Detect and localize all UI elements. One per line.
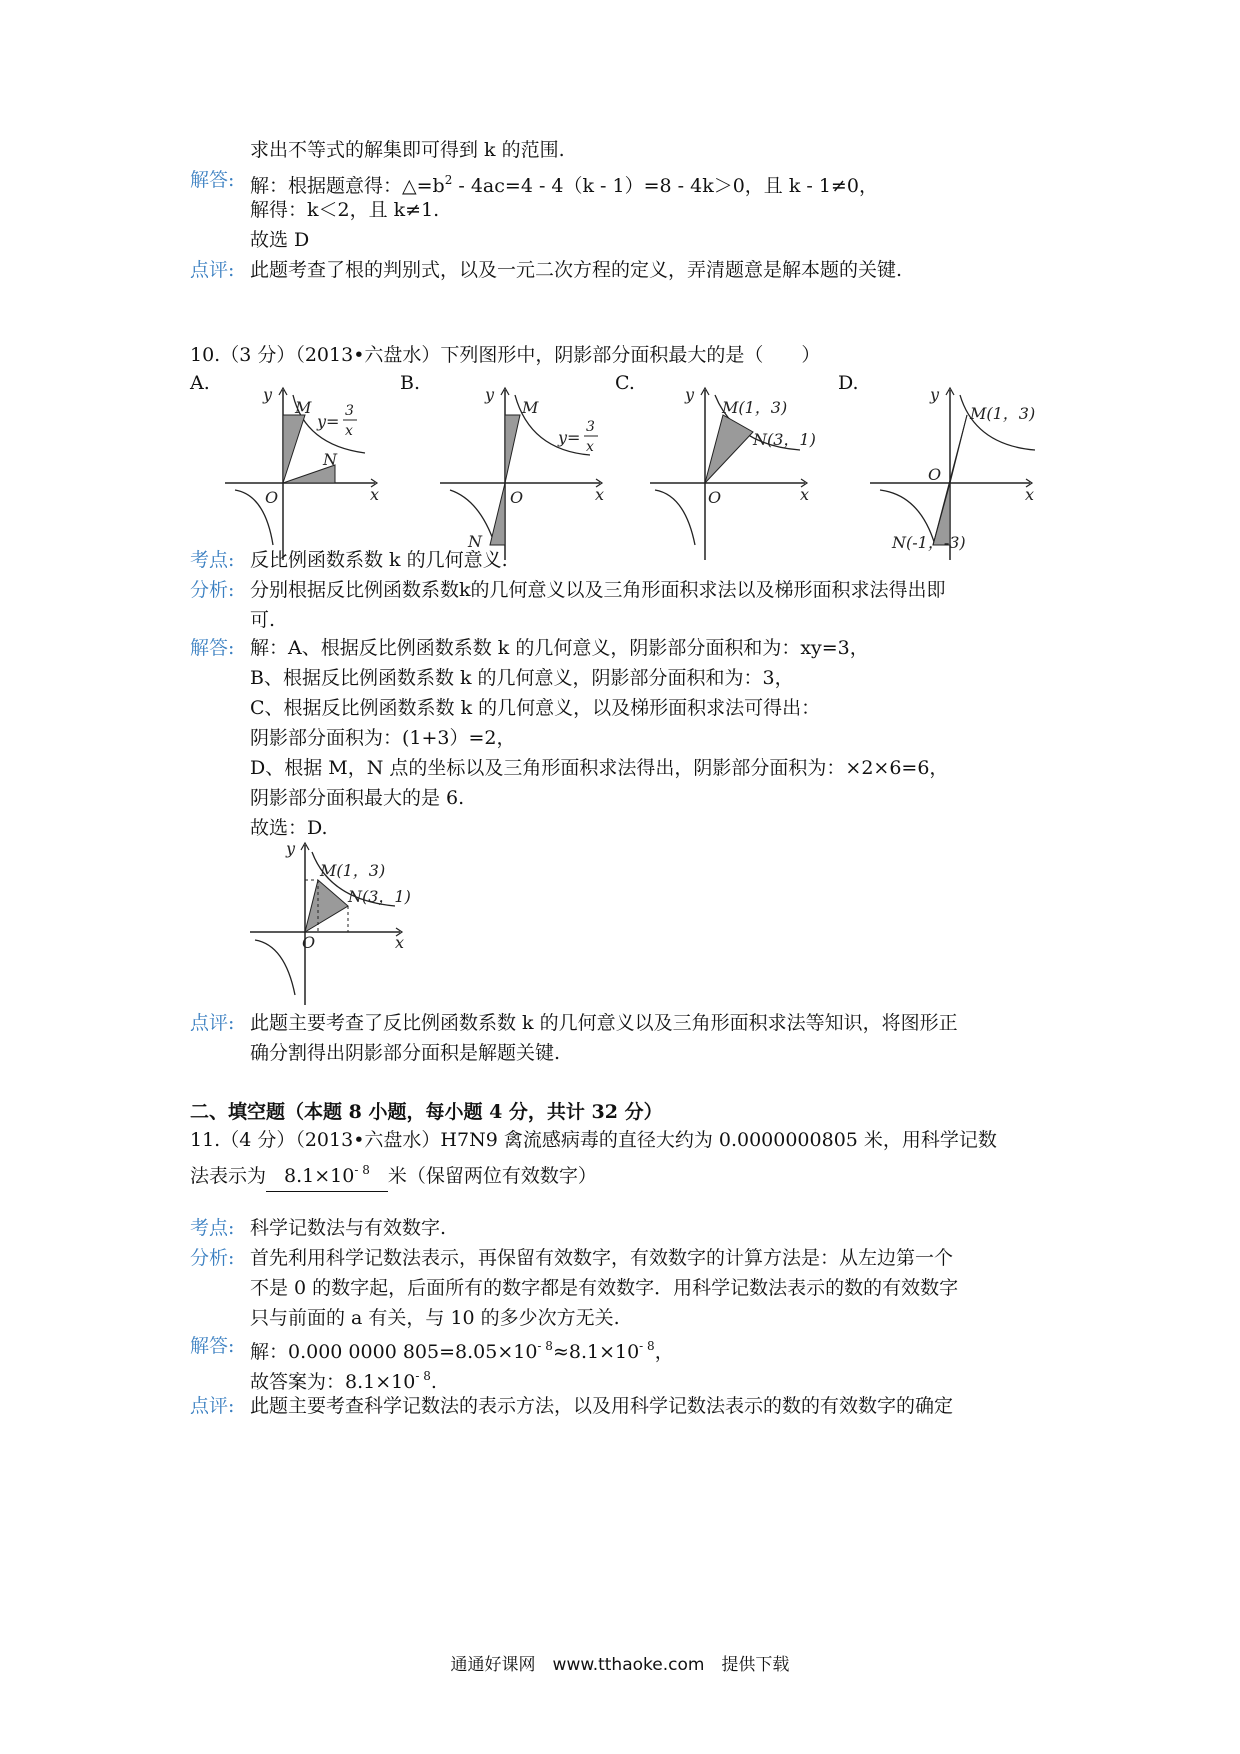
point-m-label: M [295, 398, 312, 417]
point-n-label: N(3，1) [753, 430, 816, 449]
function-denominator: x [586, 439, 594, 455]
function-numerator: 3 [586, 419, 595, 435]
text-line: 反比例函数系数 k 的几何意义. [250, 549, 508, 571]
option-c-label: C. [615, 372, 635, 394]
option-a-label: A. [190, 372, 210, 394]
text-line: D、根据 M，N 点的坐标以及三角形面积求法得出，阴影部分面积为：×2×6=6， [250, 757, 949, 779]
origin-label: O [302, 933, 316, 952]
graph-option-b [440, 385, 610, 560]
origin-label: O [928, 465, 942, 484]
question-stem-line2: 法表示为 $8.1\times 10^{- 8}$ 米（保留两位有效数字） [190, 1155, 597, 1192]
origin-label: O [510, 488, 524, 507]
point-m-label: M(1，3) [320, 861, 386, 880]
text-line: 只与前面的 a 有关，与 10 的多少次方无关. [250, 1307, 620, 1329]
x-axis-label: x [595, 485, 605, 504]
fenxi-label: 分析: [190, 579, 235, 601]
text-line: 分别根据反比例函数系数k的几何意义以及三角形面积求法以及梯形面积求法得出即 [250, 579, 946, 601]
y-axis-label: y [263, 385, 273, 404]
x-axis-label: x [370, 485, 380, 504]
dianping-label: 点评: [190, 1395, 235, 1417]
text-line: 阴影部分面积为：(1+3）=2， [250, 727, 516, 749]
text-line: 求出不等式的解集即可得到 k 的范围. [250, 139, 565, 161]
point-m-label: M [522, 398, 539, 417]
text-line: 不是 0 的数字起，后面所有的数字都是有效数字．用科学记数法表示的数的有效数字 [250, 1277, 959, 1299]
question-stem: 10.（3 分）（2013•六盘水）下列图形中，阴影部分面积最大的是（ ） [190, 344, 821, 366]
text-line: C、根据反比例函数系数 k 的几何意义，以及梯形面积求法可得出： [250, 697, 821, 719]
point-m-label: M(1，3) [970, 404, 1036, 423]
origin-label: O [265, 488, 279, 507]
section-title: 二、填空题（本题 8 小题，每小题 4 分，共计 32 分） [190, 1101, 663, 1123]
question-stem: 11.（4 分）（2013•六盘水）H7N9 禽流感病毒的直径大约为 0.0000000805 米，用科学记数 [190, 1129, 997, 1151]
y-axis-label: y [286, 840, 296, 858]
text-line: 科学记数法与有效数字. [250, 1217, 447, 1239]
graph-option-d [870, 385, 1060, 560]
y-axis-label: y [930, 385, 940, 404]
text-line: 首先利用科学记数法表示，再保留有效数字，有效数字的计算方法是：从左边第一个 [250, 1247, 954, 1269]
graph-option-c [650, 385, 840, 560]
option-b-label: B. [400, 372, 421, 394]
text-line: 解得：k＜2，且 k≠1. [250, 199, 440, 221]
text-line: 确分割得出阴影部分面积是解题关键. [250, 1042, 561, 1064]
function-denominator: x [345, 423, 353, 439]
text-line: B、根据反比例函数系数 k 的几何意义，阴影部分面积和为：3， [250, 667, 794, 689]
text-line: 解：0.000 0000 $805=8.05\times 10^{- 8}\approx 8.1\times 10^{- 8}$， [250, 1339, 674, 1363]
jieda-label: 解答: [190, 1335, 235, 1357]
option-d-label: D. [838, 372, 859, 394]
text-line: 此题主要考查了反比例函数系数 k 的几何意义以及三角形面积求法等知识，将图形正 [250, 1012, 958, 1034]
text-line: 阴影部分面积最大的是 6. [250, 787, 465, 809]
function-numerator: 3 [345, 403, 354, 419]
dianping-label: 点评: [190, 259, 235, 281]
y-axis-label: y [485, 385, 495, 404]
fenxi-label: 分析: [190, 1247, 235, 1269]
point-n-label: N [323, 450, 337, 469]
text-line: 可. [250, 609, 276, 631]
point-n-label: N(-1，-3) [892, 533, 966, 552]
point-n-label: N [468, 532, 482, 551]
function-label: y= [558, 428, 581, 447]
x-axis-label: x [1025, 485, 1035, 504]
point-n-label: N(3，1) [348, 887, 411, 906]
page-footer: 通通好课网 www.tthaoke.com 提供下载 [450, 1655, 790, 1675]
function-label: y= [317, 412, 340, 431]
kaodian-label: 考点: [190, 549, 235, 571]
answer-blank: $8.1\times 10^{- 8}$ [266, 1155, 388, 1192]
x-axis-label: x [395, 933, 405, 952]
text-line: 解：A、根据反比例函数系数 k 的几何意义，阴影部分面积和为：xy=3， [250, 637, 869, 659]
jieda-label: 解答: [190, 637, 235, 659]
text-line: 解：根据题意得：$\triangle=b^2 - 4ac=4 - 4(k - 1)=8 - 4k>0$，且 k - 1≠0， [250, 173, 878, 197]
text-line: 此题考查了根的判别式，以及一元二次方程的定义，弄清题意是解本题的关键. [250, 259, 903, 281]
x-axis-label: x [800, 485, 810, 504]
jieda-label: 解答: [190, 169, 235, 191]
dianping-label: 点评: [190, 1012, 235, 1034]
text-line: 此题主要考查科学记数法的表示方法，以及用科学记数法表示的数的有效数字的确定 [250, 1395, 954, 1417]
y-axis-label: y [685, 385, 695, 404]
point-m-label: M(1，3) [722, 398, 788, 417]
solution-graph [250, 840, 450, 1005]
text-line: 故选 D [250, 229, 310, 251]
text-line: 故选：D. [250, 817, 328, 839]
text-line: 故答案为：$8.1\times 10^{- 8}$. [250, 1369, 437, 1393]
graph-option-a [225, 385, 385, 560]
kaodian-label: 考点: [190, 1217, 235, 1239]
origin-label: O [708, 488, 722, 507]
